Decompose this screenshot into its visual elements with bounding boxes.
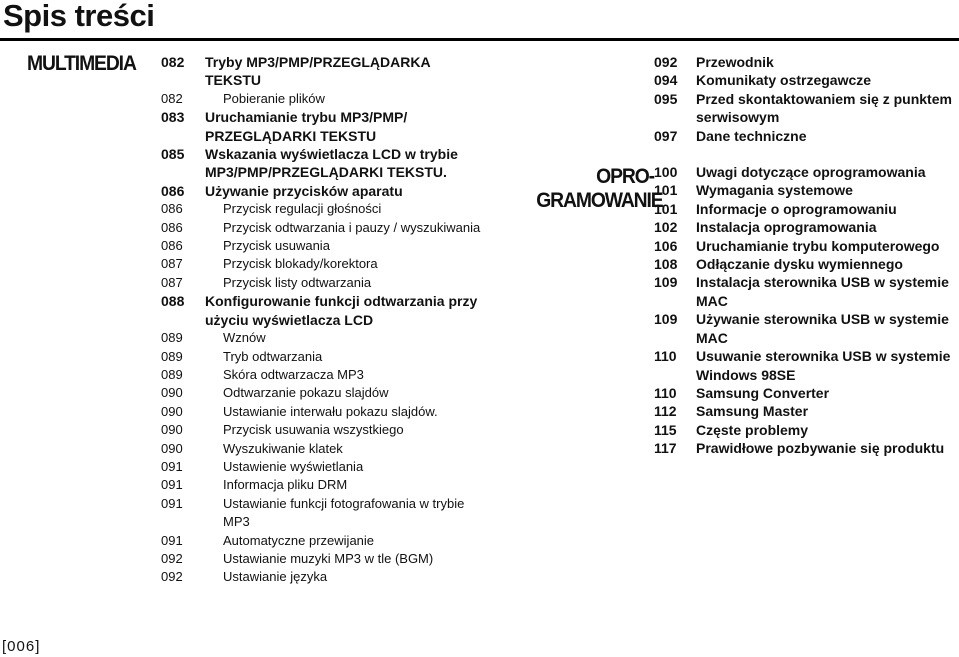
toc-entry-text: Instalacja oprogramowania — [696, 219, 877, 236]
toc-entry[interactable] — [161, 182, 481, 200]
toc-entry-page: 091 — [161, 495, 183, 511]
toc-entry[interactable] — [654, 421, 954, 439]
toc-entry-page: 091 — [161, 532, 183, 548]
toc-entry-page: 115 — [654, 421, 677, 438]
toc-entry-page: 109 — [654, 311, 678, 328]
toc-entry-page: 082 — [161, 90, 183, 106]
toc-entry-page: 086 — [161, 219, 183, 235]
toc-entry-text: Przycisk usuwania wszystkiego — [223, 422, 404, 438]
toc-entry-page: 090 — [161, 385, 183, 401]
toc-entry-page: 091 — [161, 458, 183, 474]
toc-entry[interactable] — [654, 402, 954, 420]
toc-entry-page: 100 — [654, 164, 678, 181]
toc-entry-text: Konfigurowanie funkcji odtwarzania przy użyciu wyświetlacza LCD — [205, 293, 478, 328]
toc-entry-page: 112 — [654, 403, 677, 420]
toc-entry-page: 106 — [654, 237, 678, 254]
toc-entry[interactable] — [161, 329, 481, 347]
section-label-oprogramowanie — [536, 165, 663, 213]
toc-entry-text: Ustawianie interwału pokazu slajdów. — [223, 403, 438, 419]
toc-entry-page: 110 — [654, 348, 677, 365]
toc-entry-page: 086 — [161, 182, 185, 199]
toc-entry-text: Wskazania wyświetlacza LCD w trybie MP3/PMP/PRZEGLĄDARKI TEKSTU. — [205, 146, 458, 181]
toc-entry-text: Odtwarzanie pokazu slajdów — [223, 385, 389, 401]
toc-entry-text: Używanie sterownika USB w systemie MAC — [696, 311, 949, 346]
toc-entry-text: Przycisk usuwania — [223, 238, 330, 254]
toc-entry-page: 095 — [654, 90, 678, 107]
toc-entry-page: 086 — [161, 201, 183, 217]
toc-entry[interactable] — [161, 532, 481, 550]
toc-entry[interactable] — [161, 550, 481, 568]
toc-entry-page: 090 — [161, 403, 183, 419]
toc-entry-page: 092 — [161, 550, 183, 566]
toc-entry-text: Instalacja sterownika USB w systemie MAC — [696, 274, 949, 309]
toc-entry[interactable] — [161, 53, 481, 90]
toc-entry-page: 109 — [654, 274, 678, 291]
toc-entry-page: 108 — [654, 256, 678, 273]
toc-entry-page: 101 — [654, 182, 678, 199]
toc-entry-text: Uruchamianie trybu MP3/PMP/ PRZEGLĄDARKI TEKSTU — [205, 109, 408, 144]
toc-entry-text: Ustawianie języka — [223, 569, 328, 585]
toc-entry[interactable] — [654, 127, 954, 145]
toc-entry-text: Używanie przycisków aparatu — [205, 182, 403, 199]
toc-entry-text: Wznów — [223, 330, 266, 346]
toc-entry-page: 089 — [161, 348, 183, 364]
toc-entry-page: 092 — [161, 569, 183, 585]
page-title: Spis treści — [3, 0, 155, 33]
toc-entry[interactable] — [654, 310, 954, 347]
toc-entry[interactable] — [161, 200, 481, 218]
toc-entry-page: 101 — [654, 200, 678, 217]
toc-entry-text: Przewodnik — [696, 54, 774, 70]
toc-entry-text: Przycisk odtwarzania i pauzy / wyszukiwania — [223, 219, 481, 235]
toc-entry-page: 090 — [161, 422, 183, 438]
toc-entry-text: Ustawienie wyświetlania — [223, 458, 364, 474]
toc-entry-page: 082 — [161, 54, 185, 70]
toc-entry[interactable] — [161, 292, 481, 329]
toc-entry-text: Tryb odtwarzania — [223, 348, 323, 364]
toc-right-top — [654, 53, 954, 145]
toc-entry[interactable] — [161, 274, 481, 292]
toc-entry-page: 110 — [654, 384, 677, 401]
toc-entry-text: Samsung Converter — [696, 384, 830, 401]
toc-entry[interactable] — [161, 348, 481, 366]
toc-entry[interactable] — [654, 163, 954, 181]
toc-entry[interactable] — [161, 384, 481, 402]
toc-entry[interactable] — [161, 90, 481, 108]
toc-entry[interactable] — [161, 495, 481, 532]
toc-right-column — [654, 53, 954, 458]
toc-entry-page: 087 — [161, 256, 183, 272]
toc-entry[interactable] — [161, 145, 481, 182]
toc-right-software — [654, 163, 954, 458]
toc-entry[interactable] — [654, 439, 954, 457]
toc-entry-page: 117 — [654, 440, 677, 457]
toc-entry-page: 102 — [654, 219, 678, 236]
toc-entry-page: 090 — [161, 440, 183, 456]
toc-entry[interactable] — [654, 384, 954, 402]
toc-entry-text: Przycisk blokady/korektora — [223, 256, 378, 272]
toc-entry-text: Uruchamianie trybu komputerowego — [696, 237, 940, 254]
toc-entry-text: Ustawianie muzyki MP3 w tle (BGM) — [223, 550, 434, 566]
toc-entry-page: 085 — [161, 146, 185, 163]
toc-entry-text: Wymagania systemowe — [696, 182, 853, 199]
toc-entry-page: 088 — [161, 293, 185, 310]
toc-entry[interactable] — [654, 53, 954, 71]
section-label-multimedia: MULTIMEDIA — [27, 52, 136, 75]
toc-entry[interactable] — [654, 218, 954, 236]
toc-entry[interactable] — [654, 90, 954, 127]
page-number: [006] — [2, 638, 41, 655]
toc-entry[interactable] — [161, 237, 481, 255]
toc-entry[interactable] — [161, 440, 481, 458]
toc-entry[interactable] — [161, 476, 481, 494]
toc-entry[interactable] — [654, 255, 954, 273]
toc-entry-text: Przycisk listy odtwarzania — [223, 274, 372, 290]
toc-entry-page: 083 — [161, 109, 185, 126]
toc-entry-text: Informacja pliku DRM — [223, 477, 348, 493]
toc-entry-text: Tryby MP3/PMP/PRZEGLĄDARKA TEKSTU — [205, 54, 431, 89]
toc-entry-page: 094 — [654, 72, 678, 89]
toc-entry[interactable] — [161, 458, 481, 476]
toc-entry-page: 091 — [161, 477, 183, 493]
toc-entry-text: Ustawianie funkcji fotografowania w trybie MP3 — [223, 495, 465, 530]
toc-entry[interactable] — [161, 421, 481, 439]
toc-entry[interactable] — [654, 237, 954, 255]
toc-entry[interactable] — [654, 181, 954, 199]
section-label-line2: GRAMOWANIE — [536, 189, 663, 212]
toc-entry[interactable] — [654, 347, 954, 384]
toc-entry-text: Skóra odtwarzacza MP3 — [223, 366, 364, 382]
toc-entry-text: Przycisk regulacji głośności — [223, 201, 382, 217]
toc-entry-text: Uwagi dotyczące oprogramowania — [696, 164, 926, 181]
toc-entry[interactable] — [161, 568, 481, 586]
section-label-line1: OPRO- — [596, 165, 654, 188]
toc-entry-text: Dane techniczne — [696, 127, 807, 144]
toc-entry[interactable] — [161, 366, 481, 384]
toc-entry-page: 089 — [161, 366, 183, 382]
toc-entry-text: Samsung Master — [696, 403, 809, 420]
toc-entry-page: 097 — [654, 127, 678, 144]
toc-entry-text: Pobieranie plików — [223, 90, 325, 106]
toc-entry-text: Prawidłowe pozbywanie się produktu — [696, 440, 945, 457]
toc-entry[interactable] — [161, 403, 481, 421]
toc-entry-text: Częste problemy — [696, 421, 809, 438]
toc-entry-page: 089 — [161, 330, 183, 346]
toc-entry-text: Komunikaty ostrzegawcze — [696, 72, 872, 89]
toc-entry[interactable] — [654, 200, 954, 218]
toc-entry-text: Przed skontaktowaniem się z punktem serwisowym — [696, 90, 952, 126]
toc-entry-page: 092 — [654, 54, 678, 70]
toc-entry-text: Automatyczne przewijanie — [223, 532, 375, 548]
toc-left-column — [161, 53, 481, 587]
toc-entry-text: Odłączanie dysku wymiennego — [696, 256, 903, 273]
toc-entry-text: Usuwanie sterownika USB w systemie Windows 98SE — [696, 348, 951, 383]
toc-entry-page: 087 — [161, 274, 183, 290]
toc-entry[interactable] — [654, 273, 954, 310]
toc-entry[interactable] — [161, 108, 481, 145]
toc-entry[interactable] — [161, 255, 481, 273]
toc-entry-page: 086 — [161, 238, 183, 254]
toc-entry[interactable] — [654, 71, 954, 89]
toc-entry-text: Wyszukiwanie klatek — [223, 440, 343, 456]
toc-entry[interactable] — [161, 219, 481, 237]
title-divider — [0, 38, 959, 41]
toc-entry-text: Informacje o oprogramowaniu — [696, 200, 897, 217]
